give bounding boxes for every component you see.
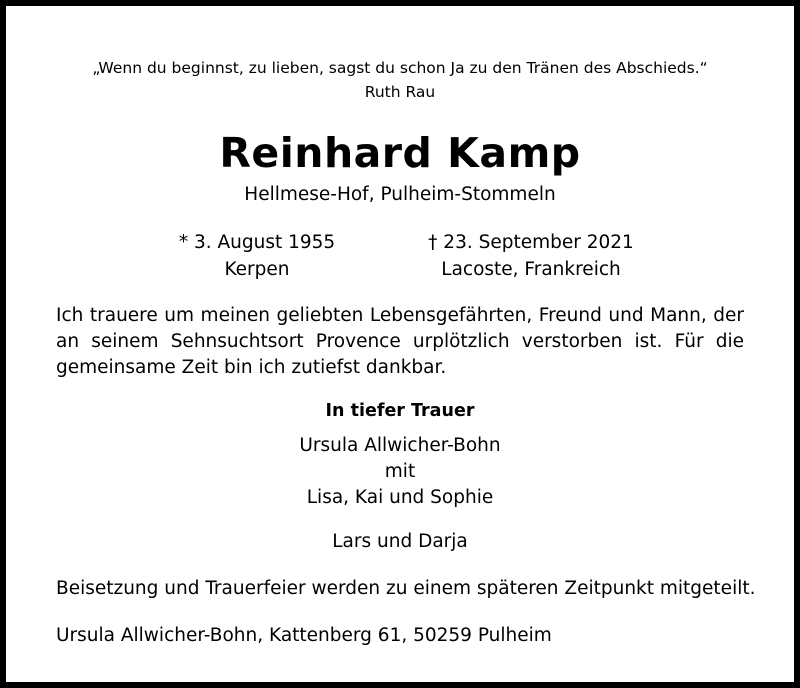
mourner-line: mit [384,461,416,482]
quote-author: Ruth Rau [364,83,436,101]
residence: Hellmese-Hof, Pulheim-Stommeln [244,184,556,205]
death-place: Lacoste, Frankreich [441,259,621,280]
contact-address: Ursula Allwicher-Bohn, Kattenberg 61, 50259 Pulheim [56,625,552,646]
mourner-line: Lars und Darja [332,531,468,552]
mourning-title: In tiefer Trauer [325,401,475,421]
quote: „Wenn du beginnst, zu lieben, sagst du schon Ja zu den Tränen des Abschieds.“ [92,59,708,77]
mourner-line: Ursula Allwicher-Bohn [299,435,501,456]
deceased-name: Reinhard Kamp [219,129,581,177]
message-text: Ich trauere um meinen geliebten Lebensgefährten, Freund und Mann, der an seinem Sehnsuchtsort Provence urplötzlich verstorben ist. Für die gemeinsame Zeit bin ich zutiefst dankbar. [56,305,744,378]
birth-date: * 3. August 1955 [178,232,336,253]
birth-info [137,229,377,283]
funeral-note: Beisetzung und Trauerfeier werden zu einem späteren Zeitpunkt mitgeteilt. [56,578,756,599]
birth-place: Kerpen [224,259,290,280]
mourner-line: Lisa, Kai und Sophie [306,487,494,508]
death-info [411,229,651,283]
death-date: † 23. September 2021 [428,232,634,253]
